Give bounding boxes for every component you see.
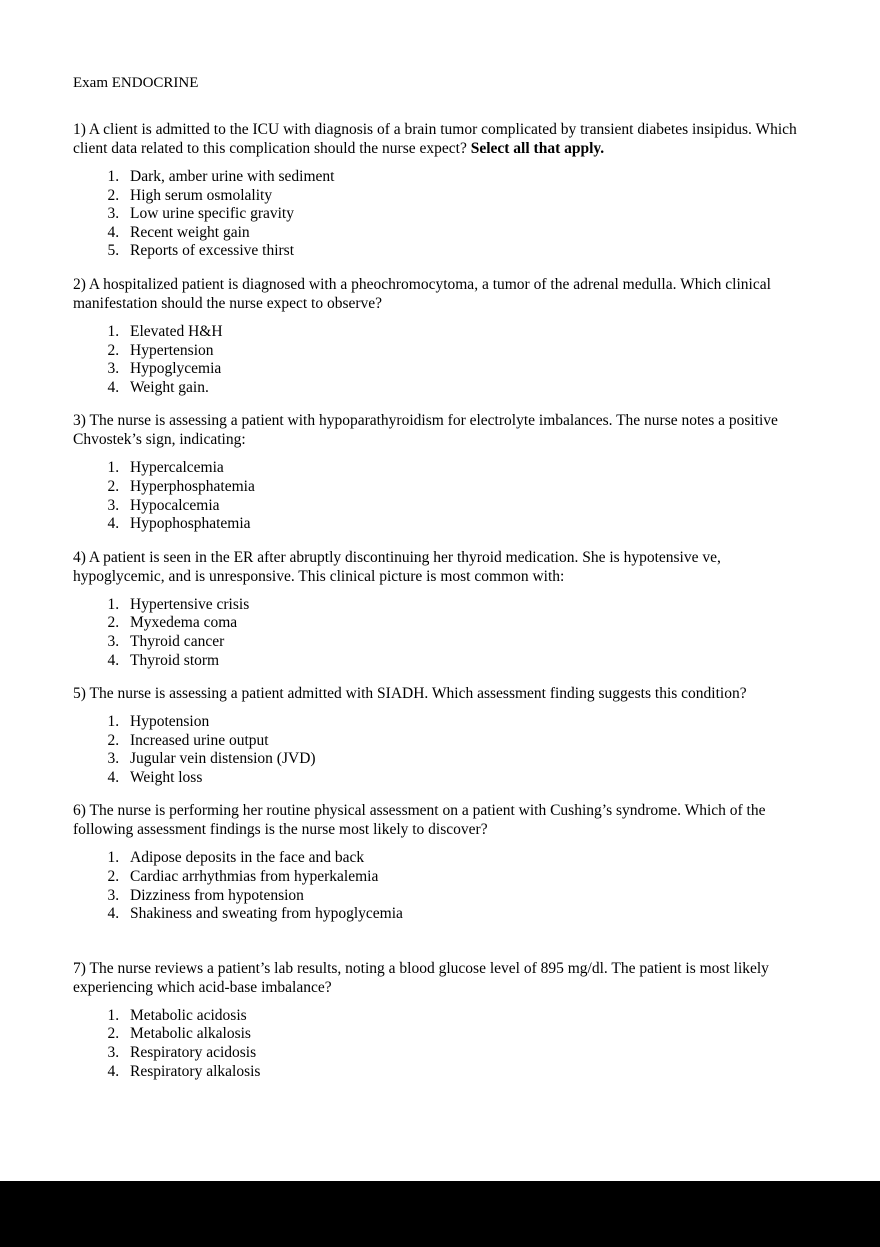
question-block <box>73 275 814 397</box>
answer-option: 4. Weight loss <box>123 769 814 788</box>
answer-option: 4. Hypophosphatemia <box>123 515 814 534</box>
question-block <box>73 684 814 787</box>
answer-option: 2. Metabolic alkalosis <box>123 1025 814 1044</box>
question-stem-text: 2) A hospitalized patient is diagnosed with a pheochromocytoma, a tumor of the adrenal medulla. Which clinical manifestation should the nurse expect to observe? <box>73 275 771 312</box>
question-stem-text: 6) The nurse is performing her routine physical assessment on a patient with Cushing’s syndrome. Which of the following assessment findings is the nurse most likely to discover? <box>73 802 766 839</box>
question-block <box>73 801 814 923</box>
question-stem <box>73 275 814 313</box>
answer-options <box>73 168 814 261</box>
answer-option: 4. Recent weight gain <box>123 224 814 243</box>
answer-options <box>73 713 814 787</box>
viewer-dark-area <box>0 1181 880 1247</box>
question-stem <box>73 411 814 449</box>
answer-option: 3. Low urine specific gravity <box>123 205 814 224</box>
answer-options <box>73 459 814 533</box>
answer-option: 1. Adipose deposits in the face and back <box>123 849 814 868</box>
question-stem <box>73 548 814 586</box>
answer-option: 2. Hyperphosphatemia <box>123 478 814 497</box>
answer-option: 2. Cardiac arrhythmias from hyperkalemia <box>123 868 814 887</box>
question-block <box>73 120 814 261</box>
answer-option: 2. Increased urine output <box>123 732 814 751</box>
question-stem <box>73 684 814 703</box>
document-title: Exam ENDOCRINE <box>73 75 199 91</box>
answer-option: 3. Respiratory acidosis <box>123 1044 814 1063</box>
answer-option: 1. Hypotension <box>123 713 814 732</box>
answer-options <box>73 849 814 923</box>
answer-option: 1. Elevated H&H <box>123 323 814 342</box>
answer-options <box>73 596 814 670</box>
question-block <box>73 938 814 1081</box>
answer-option: 4. Shakiness and sweating from hypoglycemia <box>123 905 814 924</box>
answer-option: 4. Weight gain. <box>123 379 814 398</box>
answer-option: 2. Hypertension <box>123 342 814 361</box>
answer-option: 2. Myxedema coma <box>123 614 814 633</box>
question-stem-bold: Select all that apply. <box>466 140 605 157</box>
question-stem-text: 7) The nurse reviews a patient’s lab results, noting a blood glucose level of 895 mg/dl. The patient is most likely experiencing which acid-base imbalance? <box>73 959 769 996</box>
answer-options <box>73 1007 814 1081</box>
question-stem <box>73 120 814 158</box>
answer-option: 3. Hypocalcemia <box>123 497 814 516</box>
question-stem-text: 1) A client is admitted to the ICU with diagnosis of a brain tumor complicated by transient diabetes insipidus. Which client data related to this complication should the nurse expect? <box>73 121 797 157</box>
answer-option: 3. Hypoglycemia <box>123 360 814 379</box>
answer-option: 4. Thyroid storm <box>123 652 814 671</box>
answer-option: 1. Dark, amber urine with sediment <box>123 168 814 187</box>
question-list <box>73 120 814 1081</box>
answer-options <box>73 323 814 397</box>
answer-option: 1. Metabolic acidosis <box>123 1007 814 1026</box>
answer-option: 2. High serum osmolality <box>123 187 814 206</box>
answer-option: 4. Respiratory alkalosis <box>123 1063 814 1082</box>
answer-option: 3. Thyroid cancer <box>123 633 814 652</box>
question-stem <box>73 959 814 997</box>
question-stem <box>73 801 814 839</box>
answer-option: 3. Dizziness from hypotension <box>123 887 814 906</box>
question-stem-text: 3) The nurse is assessing a patient with hypoparathyroidism for electrolyte imbalances. The nurse notes a positive Chvostek’s sign, indicating: <box>73 412 778 449</box>
answer-option: 3. Jugular vein distension (JVD) <box>123 750 814 769</box>
question-stem-text: 5) The nurse is assessing a patient admitted with SIADH. Which assessment finding suggests this condition? <box>73 685 747 703</box>
answer-option: 1. Hypertensive crisis <box>123 596 814 615</box>
answer-option: 1. Hypercalcemia <box>123 459 814 478</box>
answer-option: 5. Reports of excessive thirst <box>123 242 814 261</box>
question-stem-text: 4) A patient is seen in the ER after abruptly discontinuing her thyroid medication. She is hypotensive ve, hypoglycemic, and is unresponsive. This clinical picture is most common with: <box>73 548 721 585</box>
question-block <box>73 548 814 670</box>
question-block <box>73 411 814 533</box>
